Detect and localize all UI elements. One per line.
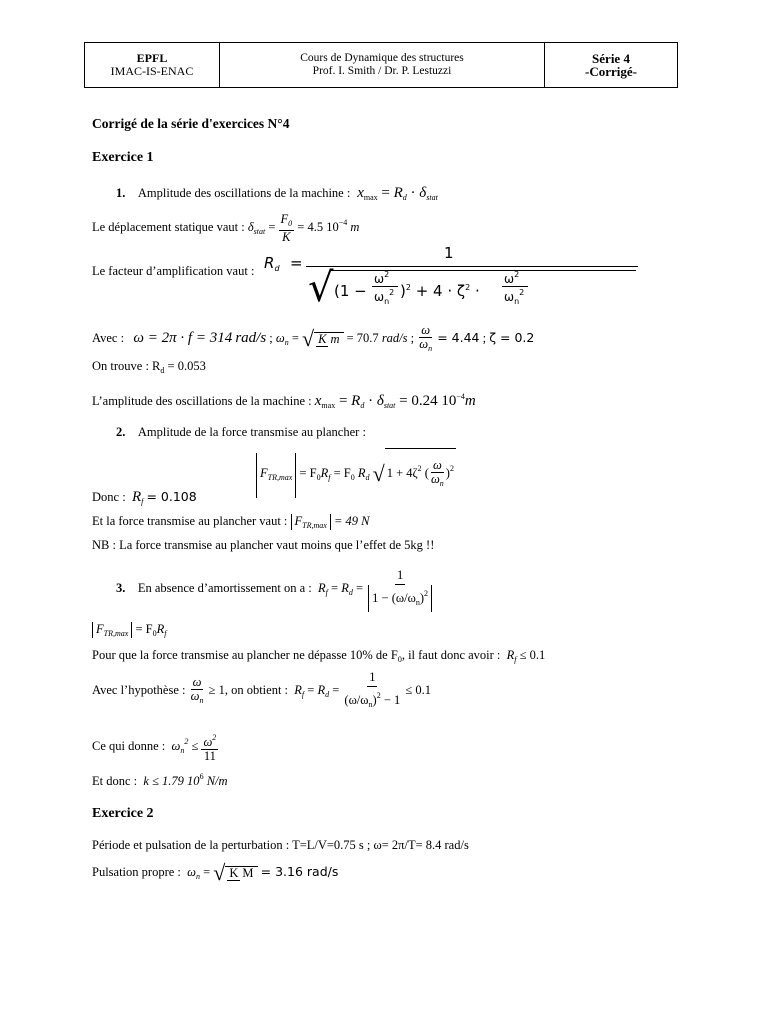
ex1-pour-que-text: Pour que la force transmise au plancher ne dépasse 10% de F (92, 648, 398, 662)
header-school: EPFL (136, 51, 168, 65)
header-serie-cell (544, 43, 677, 87)
ex1-et-donc-label: Et donc : (92, 774, 138, 788)
header-institute: IMAC-IS-ENAC (110, 64, 194, 78)
ex1-item1 (116, 185, 438, 202)
ex1-item1-text: Amplitude des oscillations de la machine : (137, 186, 351, 200)
ex1-avec: Avec : ω = 2π · f = 314 rad/s ; $\omega_n$ = √ K m = 70.7 rad/s ; $\frac{\omega}{\omega_n}$ = 4.44 ; ζ = 0.2 (92, 322, 535, 353)
ex1-k-unit: N/m (206, 774, 228, 788)
ex1-nb: NB : La force transmise au plancher vaut moins que l’effet de 5kg !! (92, 538, 435, 552)
ex2-periode: Période et pulsation de la perturbation : T=L/V=0.75 s ; ω= 2π/T= 8.4 rad/s (92, 838, 469, 852)
ex1-hyp: Avec l’hypothèse : $\frac{\omega}{\omega_n}$ ≥ 1, on obtient : $R_f = R_d$ = $\frac{1}{(\omega/\omega_n)^2 - 1}$ ≤ 0.1 (92, 670, 431, 709)
ex1-static-label: Le déplacement statique vaut : (92, 220, 245, 234)
ex1-static-value: = 4.5 10 (297, 220, 339, 234)
ex2-heading: Exercice 2 (92, 806, 154, 821)
ex1-pour-que: Pour que la force transmise au plancher ne dépasse 10% de $F_0$, il faut donc avoir : $R_f \le 0.1$ (92, 648, 546, 664)
ex1-heading: Exercice 1 (92, 150, 154, 165)
ex1-hyp-label: Avec l’hypothèse : (92, 682, 186, 697)
ex1-k-val: k ≤ 1.79 10 (143, 774, 200, 788)
ex1-donc-label: Donc : (92, 490, 126, 504)
ex1-item2 (116, 425, 366, 440)
ex1-item3: 3. En absence d’amortissement on a : $R_f = R_d$ = $\frac{1}{1 - (\omega/\omega_n)^2}$ (116, 566, 434, 613)
ex1-donc: Donc : $R_f = 0.108$ (92, 489, 197, 506)
ex1-on-trouve-text: On trouve : R (92, 359, 161, 373)
ex1-amp-mach-unit: m (464, 393, 476, 409)
ex1-force: Et la force transmise au plancher vaut : $F_{TR,max} = 49$ N (92, 514, 370, 530)
ex1-item3-text: En absence d’amortissement on a : (137, 580, 312, 595)
ex1-et-donc (92, 772, 228, 789)
ex1-omega-n-unit: rad/s (381, 331, 408, 345)
ex1-force-formula: $F_{TR,max} = F_0R_f = F_0$ $R_d$ √ $1 + 4\zeta^2$ ( $\frac{\omega}{\omega_n}$ )$^2$ (256, 448, 456, 498)
ex1-omega-n-val: = 70.7 (346, 331, 379, 345)
ex2-pulsation-val: = 3.16 rad/s (260, 864, 339, 879)
ex1-static: Le déplacement statique vaut : $\delta_{stat}$ = $\frac{F_0}{K}$ = 4.5 $10^{-4}$ m (92, 211, 360, 244)
ex1-pour-que-end: , il faut donc avoir : (401, 648, 501, 662)
ex1-ce-qui-label: Ce qui donne : (92, 739, 166, 753)
ex1-amp-mach-label: L’amplitude des oscillations de la machine : (92, 394, 312, 408)
ex2-pulsation: Pulsation propre : $\omega_n$ = √ K M = 3.16 rad/s (92, 860, 339, 886)
ex1-on-trouve-sub: d (160, 366, 165, 375)
ex1-static-unit: m (350, 220, 360, 234)
header-course: Cours de Dynamique des structures (300, 52, 464, 64)
ex1-amp-label: Le facteur d’amplification vaut : (92, 264, 255, 278)
ex1-omega-unit: rad/s (235, 330, 267, 346)
ex2-pulsation-label: Pulsation propre : (92, 865, 181, 879)
ex1-item2-num: 2. (116, 425, 126, 439)
header-course-cell (220, 43, 544, 87)
ex1-item2-text: Amplitude de la force transmise au plancher : (137, 425, 366, 439)
ex1-amp-mach-val: = 0.24 10 (399, 393, 457, 409)
ex1-force-unit: N (361, 514, 370, 528)
ex1-force-label: Et la force transmise au plancher vaut : (92, 514, 288, 528)
header-school-cell (85, 43, 220, 87)
header-table (84, 42, 678, 88)
header-serie: Série 4 (592, 51, 630, 66)
ex1-donc-val: = 0.108 (146, 489, 197, 504)
ex1-item3-num: 3. (116, 580, 126, 595)
header-corrige: -Corrigé- (585, 64, 637, 79)
ex1-ratio-frac: $\frac{\omega}{\omega_n}$ (419, 322, 433, 353)
ex1-amp-mach-exp: −4 (456, 392, 465, 401)
ex1-sqrt-km: K m (314, 332, 343, 346)
ex1-avec-label: Avec : (92, 331, 125, 345)
ex1-force-val: = 49 (333, 514, 359, 528)
ex1-static-exp: −4 (338, 218, 348, 227)
ex1-amp-mach: L’amplitude des oscillations de la machine : $x_{max} = R_d \cdot \delta_{stat} = 0.24$ $10^{-4}m$ (92, 392, 476, 410)
ex1-ce-qui: Ce qui donne : $\omega_n^2$ ≤ $\frac{\omega^2}{11}$ (92, 733, 217, 764)
ex1-item1-num: 1. (116, 186, 126, 200)
ex1-ratio-val: = 4.44 (437, 330, 480, 345)
ex1-omega-val: ω = 2π · f = 314 (133, 330, 233, 346)
ex1-k-exp: 6 (199, 772, 204, 781)
ex1-force-nodamp: $F_{TR,max} = F_0R_f$ (92, 622, 166, 638)
ex1-on-trouve-val: = 0.053 (164, 359, 206, 373)
header-profs: Prof. I. Smith / Dr. P. Lestuzzi (312, 65, 452, 77)
ex1-on-trouve (92, 359, 206, 375)
ex1-hyp-mid: , on obtient : (224, 682, 289, 697)
ex1-pour-que-sub: 0 (397, 655, 402, 664)
page-title: Corrigé de la série d'exercices N°4 (92, 116, 290, 131)
ex1-zeta-val: ζ = 0.2 (489, 330, 535, 345)
ex1-item1-formula: $x_{max} = R_d \cdot \delta_{stat}$ (357, 185, 438, 202)
ex1-static-frac: $\frac{F_0}{K}$ (280, 211, 293, 244)
